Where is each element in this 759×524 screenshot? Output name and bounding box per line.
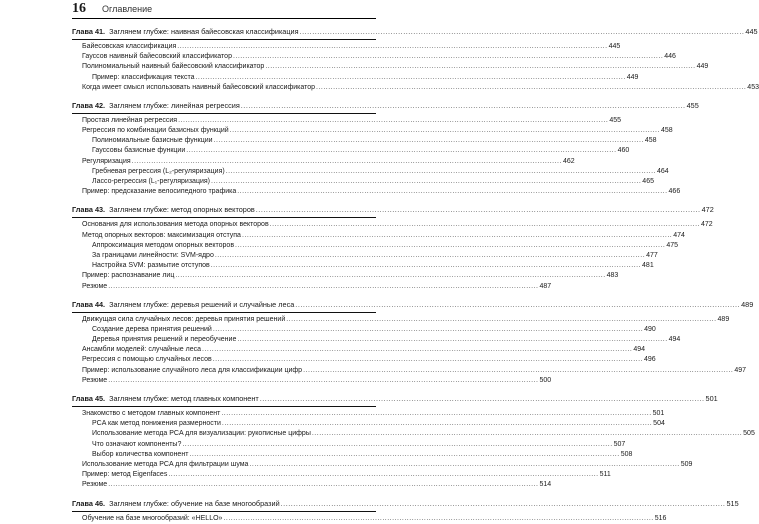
toc-entry-page: 453 <box>747 83 759 91</box>
toc-entry-title: Метод опорных векторов: максимизация отступа <box>82 231 241 239</box>
toc-entry[interactable] <box>72 366 747 376</box>
toc-chapter <box>72 392 755 491</box>
leader-dots <box>286 315 716 325</box>
toc-chapter <box>72 99 699 198</box>
chapter-heading[interactable] <box>72 497 739 512</box>
leader-dots <box>223 514 653 524</box>
toc-entry-title: Выбор количества компонент <box>92 450 189 458</box>
toc-entry-page: 481 <box>642 262 654 270</box>
toc-entry-page: 494 <box>668 336 681 344</box>
toc-entry[interactable] <box>72 136 657 146</box>
chapter-number: Глава 45. <box>72 394 106 404</box>
toc-entry-page: 501 <box>652 410 665 418</box>
leader-dots <box>182 440 612 450</box>
chapter-title: Заглянем глубже: метод главных компонент <box>109 394 259 404</box>
toc-entry-page: 496 <box>644 356 656 364</box>
leader-dots <box>242 231 672 241</box>
leader-dots <box>202 345 632 355</box>
toc-entry-title: Пример: распознавание лиц <box>82 272 175 280</box>
toc-entry-title: Деревья принятия решений и переобучение <box>92 336 237 344</box>
leader-dots <box>303 366 733 376</box>
toc-entry[interactable] <box>72 450 633 460</box>
toc-entry-title: Регрессия с помощью случайных лесов <box>82 356 212 364</box>
toc-entry[interactable] <box>72 419 665 429</box>
table-of-contents <box>72 25 759 524</box>
toc-entry[interactable] <box>72 356 656 366</box>
toc-entry[interactable] <box>72 460 693 470</box>
leader-dots <box>178 116 608 126</box>
toc-entry-page: 475 <box>666 241 679 249</box>
toc-entry-title: PCA как метод понижения размерности <box>92 420 221 428</box>
toc-entry-page: 458 <box>660 127 673 135</box>
toc-entry-title: Когда имеет смысл использовать наивный байесовский классификатор <box>82 83 315 91</box>
chapter-page-number: 445 <box>745 27 758 36</box>
toc-entry-title: За границами линейности: SVM-ядро <box>92 251 214 259</box>
toc-entry-title: Пример: использование случайного леса для классификации цифр <box>82 366 303 374</box>
toc-entry-page: 487 <box>539 282 552 290</box>
leader-dots <box>260 392 705 406</box>
leader-dots <box>249 460 679 470</box>
toc-entry-page: 490 <box>644 325 656 333</box>
chapter-title: Заглянем глубже: линейная регрессия <box>109 100 240 110</box>
chapter-heading[interactable] <box>72 392 718 407</box>
toc-entry[interactable] <box>72 116 622 126</box>
toc-entry-page: 465 <box>642 178 654 186</box>
leader-dots <box>233 52 663 62</box>
leader-dots <box>256 203 701 217</box>
toc-entry[interactable] <box>72 231 685 241</box>
toc-entry-page: 494 <box>633 346 645 354</box>
toc-entry-page: 462 <box>562 157 575 165</box>
running-title: Оглавление <box>102 4 153 14</box>
leader-dots <box>281 497 726 511</box>
toc-entry[interactable] <box>72 325 656 335</box>
chapter-heading[interactable] <box>72 99 699 114</box>
toc-entry[interactable] <box>72 335 681 345</box>
toc-entry-page: 477 <box>646 251 658 259</box>
chapter-heading[interactable] <box>72 298 754 313</box>
page-header <box>72 2 376 16</box>
chapter-page-number: 472 <box>701 205 714 215</box>
leader-dots <box>195 73 625 83</box>
toc-entry[interactable] <box>72 429 755 439</box>
leader-dots <box>215 251 645 261</box>
toc-entry[interactable] <box>72 480 552 490</box>
toc-entry[interactable] <box>72 440 626 450</box>
toc-entry[interactable] <box>72 315 730 325</box>
chapter-number: Глава 44. <box>72 299 106 309</box>
chapter-title-text <box>72 25 299 39</box>
toc-entry-title: Что означают компоненты? <box>92 440 182 448</box>
toc-entry[interactable] <box>72 42 621 52</box>
leader-dots <box>214 136 644 146</box>
toc-entry[interactable] <box>72 157 575 167</box>
toc-entry-page: 472 <box>700 221 713 229</box>
toc-entry-title: Регуляризация <box>82 157 131 165</box>
toc-entry-page: 464 <box>657 167 669 175</box>
toc-entry[interactable] <box>72 261 654 271</box>
leader-dots <box>211 177 641 187</box>
toc-entry-page: 514 <box>539 481 552 489</box>
toc-entry[interactable] <box>72 251 658 261</box>
toc-entry-page: 497 <box>734 366 747 374</box>
header-rule <box>72 18 376 19</box>
toc-entry-page: 516 <box>654 514 667 522</box>
toc-entry-title: Гауссовы базисные функции <box>92 147 186 155</box>
toc-entry-title: Регрессия по комбинации базисных функций <box>82 127 229 135</box>
toc-entry-title: Резюме <box>82 481 108 489</box>
toc-entry-page: 458 <box>644 137 657 145</box>
toc-entry[interactable] <box>72 409 665 419</box>
chapter-page-number: 515 <box>726 498 739 508</box>
toc-entry-title: Пример: метод Eigenfaces <box>82 471 168 479</box>
toc-entry-title: Использование метода PCA для визуализации: рукописные цифры <box>92 430 311 438</box>
toc-entry[interactable] <box>72 241 679 251</box>
chapter-heading[interactable] <box>72 25 758 40</box>
leader-dots <box>168 470 598 480</box>
toc-entry-title: Гребневая регрессия (L₂-регуляризация) <box>92 167 225 175</box>
leader-dots <box>175 271 605 281</box>
leader-dots <box>108 376 538 386</box>
toc-entry-page: 483 <box>606 272 619 280</box>
toc-entry[interactable] <box>72 126 673 136</box>
toc-entry-title: Настройка SVM: размытие отступов <box>92 262 210 270</box>
toc-entry-title: Пример: предсказание велосипедного трафика <box>82 188 237 196</box>
leader-dots <box>222 419 652 429</box>
toc-entry-title: Полиномиальные базисные функции <box>92 137 213 145</box>
toc-entry-page: 474 <box>673 231 685 239</box>
leader-dots <box>213 325 643 335</box>
toc-entry-title: Гауссов наивный байесовский классификатор <box>82 53 232 61</box>
toc-entry[interactable] <box>72 167 669 177</box>
toc-entry-title: Резюме <box>82 376 108 384</box>
toc-entry[interactable] <box>72 187 681 197</box>
toc-chapter <box>72 203 714 291</box>
toc-entry[interactable] <box>72 282 552 292</box>
leader-dots <box>132 157 562 167</box>
toc-entry[interactable] <box>72 345 645 355</box>
toc-entry-page: 460 <box>617 147 630 155</box>
leader-dots <box>211 261 641 271</box>
leader-dots <box>213 355 643 365</box>
toc-entry-page: 445 <box>608 42 621 50</box>
leader-dots <box>230 126 660 136</box>
leader-dots <box>177 42 607 52</box>
chapter-number: Глава 46. <box>72 498 106 508</box>
toc-entry-page: 449 <box>626 73 639 81</box>
chapter-number: Глава 41. <box>72 27 106 36</box>
toc-entry-title: Резюме <box>82 282 108 290</box>
toc-entry-page: 446 <box>664 53 676 61</box>
toc-entry-page: 509 <box>680 460 693 468</box>
toc-entry[interactable] <box>72 52 676 62</box>
chapter-heading[interactable] <box>72 203 714 218</box>
toc-entry[interactable] <box>72 220 713 230</box>
toc-entry[interactable] <box>72 147 630 157</box>
toc-entry-page: 507 <box>613 440 626 448</box>
chapter-title-text <box>72 99 240 113</box>
toc-entry-page: 455 <box>609 116 622 124</box>
toc-entry-title: Основания для использования метода опорных векторов <box>82 221 269 229</box>
toc-entry-title: Движущая сила случайных лесов: деревья принятия решений <box>82 315 286 323</box>
leader-dots <box>221 409 651 419</box>
leader-dots <box>316 83 746 93</box>
toc-entry-title: Знакомство с методом главных компонент <box>82 410 221 418</box>
chapter-page-number: 489 <box>741 299 754 309</box>
toc-entry-title: Полиномиальный наивный байесовский классификатор <box>82 63 265 71</box>
chapter-title-text <box>72 392 259 406</box>
toc-entry-title: Простая линейная регрессия <box>82 116 178 124</box>
leader-dots <box>312 429 742 439</box>
leader-dots <box>270 220 700 230</box>
leader-dots <box>186 146 616 156</box>
chapter-title-text <box>72 298 294 312</box>
chapter-number: Глава 43. <box>72 205 106 215</box>
toc-entry-page: 508 <box>620 450 633 458</box>
leader-dots <box>226 167 656 177</box>
page-number: 16 <box>72 1 86 16</box>
toc-entry-page: 505 <box>743 430 755 438</box>
toc-entry-page: 500 <box>539 376 552 384</box>
toc-entry-title: Создание дерева принятия решений <box>92 325 212 333</box>
toc-entry-title: Пример: классификация текста <box>92 73 195 81</box>
toc-entry[interactable] <box>72 514 667 524</box>
leader-dots <box>265 62 695 72</box>
leader-dots <box>189 450 619 460</box>
toc-entry-page: 466 <box>668 188 681 196</box>
toc-entry-title: Обучение на базе многообразий: «HELLO» <box>82 514 223 522</box>
toc-entry[interactable] <box>72 73 639 83</box>
chapter-title: Заглянем глубже: обучение на базе многообразий <box>109 498 280 508</box>
toc-entry[interactable] <box>72 271 619 281</box>
toc-entry[interactable] <box>72 62 709 72</box>
toc-entry-title: Ансамбли моделей: случайные леса <box>82 346 202 354</box>
toc-entry-title: Лассо-регрессия (L₁-регуляризация) <box>92 178 210 186</box>
toc-entry[interactable] <box>72 470 611 480</box>
toc-entry-page: 511 <box>599 471 611 479</box>
leader-dots <box>108 480 538 490</box>
toc-entry-page: 504 <box>653 420 665 428</box>
toc-entry-page: 489 <box>717 315 730 323</box>
toc-entry[interactable] <box>72 376 552 386</box>
toc-entry[interactable] <box>72 83 759 93</box>
chapter-page-number: 455 <box>686 100 699 110</box>
toc-entry-title: Байесовская классификация <box>82 42 177 50</box>
chapter-page-number: 501 <box>705 394 718 404</box>
leader-dots <box>235 241 665 251</box>
chapter-title-text <box>72 203 255 217</box>
toc-entry[interactable] <box>72 177 654 187</box>
toc-entry-title: Использование метода PCA для фильтрации шума <box>82 460 249 468</box>
toc-chapter <box>72 25 759 93</box>
toc-chapter <box>72 298 754 386</box>
leader-dots <box>237 335 667 345</box>
chapter-title: Заглянем глубже: наивная байесовская классификация <box>109 27 299 36</box>
toc-chapter <box>72 497 739 524</box>
leader-dots <box>108 282 538 292</box>
toc-entry-page: 449 <box>696 63 709 71</box>
chapter-number: Глава 42. <box>72 100 106 110</box>
chapter-title: Заглянем глубже: деревья решений и случайные леса <box>109 299 295 309</box>
leader-dots <box>241 99 686 113</box>
chapter-title-text <box>72 497 280 511</box>
leader-dots <box>295 298 740 312</box>
leader-dots <box>237 187 667 197</box>
chapter-title: Заглянем глубже: метод опорных векторов <box>109 205 255 215</box>
toc-entry-title: Аппроксимация методом опорных векторов <box>92 241 235 249</box>
leader-dots <box>300 25 745 39</box>
